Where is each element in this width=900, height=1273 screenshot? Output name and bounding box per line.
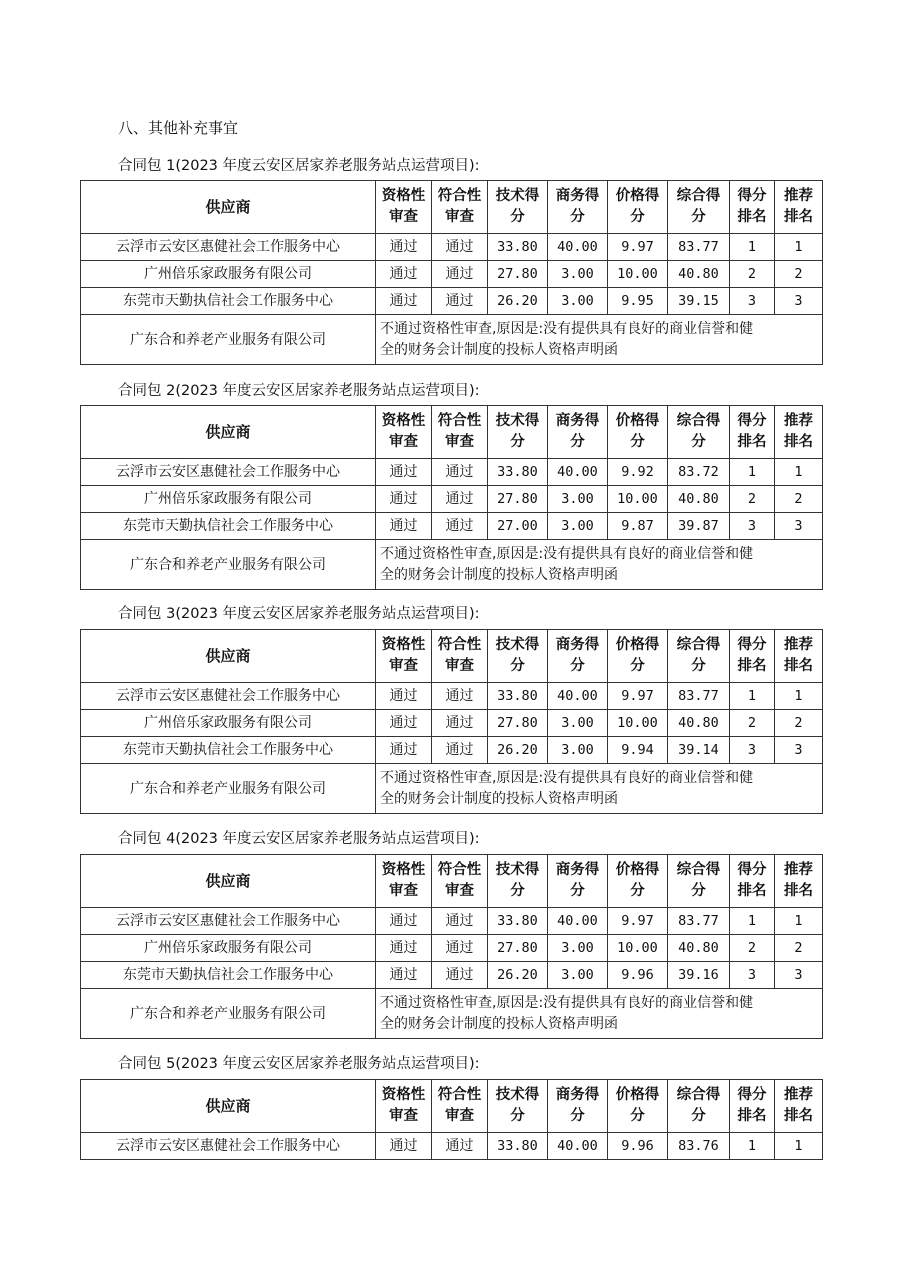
header-line: 排名: [784, 434, 813, 450]
rank-cell: 2: [730, 710, 775, 737]
rec-cell: 2: [775, 935, 823, 962]
failure-reason-line: 全的财务会计制度的投标人资格声明函: [380, 341, 618, 358]
header-line: 排名: [737, 209, 767, 225]
header-supplier: 供应商: [81, 630, 376, 683]
header-rank: [730, 855, 775, 908]
tech-cell: 33.80: [488, 683, 548, 710]
biz-cell: 3.00: [548, 962, 608, 989]
table-row: [81, 261, 823, 288]
header-qual: [376, 855, 432, 908]
failure-reason-line: 不通过资格性审查,原因是:没有提供具有良好的商业信誉和健: [380, 545, 754, 562]
header-line: 价格得: [615, 637, 660, 653]
failure-reason: [376, 540, 823, 590]
header-line: 符合性: [437, 637, 482, 653]
header-rec: [775, 181, 823, 234]
rank-cell: 2: [730, 261, 775, 288]
header-total: [668, 181, 730, 234]
rank-cell: 1: [730, 683, 775, 710]
price-cell: 10.00: [608, 935, 668, 962]
score-table: [80, 629, 823, 814]
header-comp: [432, 630, 488, 683]
tech-cell: 33.80: [488, 234, 548, 261]
tech-cell: 33.80: [488, 459, 548, 486]
tech-cell: 27.00: [488, 513, 548, 540]
header-line: 分: [691, 434, 706, 450]
header-line: 商务得: [555, 1087, 600, 1103]
header-supplier: 供应商: [81, 1080, 376, 1133]
score-table: [80, 854, 823, 1039]
header-line: 分: [570, 883, 585, 899]
failure-reason: [376, 989, 823, 1039]
price-cell: 9.97: [608, 908, 668, 935]
header-line: 技术得: [495, 413, 540, 429]
header-line: 排名: [784, 209, 813, 225]
header-price: [608, 1080, 668, 1133]
biz-cell: 40.00: [548, 683, 608, 710]
qual-cell: 通过: [376, 1133, 432, 1160]
supplier-cell: 云浮市云安区惠健社会工作服务中心: [81, 683, 376, 710]
header-line: 得分: [737, 862, 767, 878]
supplier-cell: 云浮市云安区惠健社会工作服务中心: [81, 1133, 376, 1160]
package-caption: 合同包 2(2023 年度云安区居家养老服务站点运营项目):: [118, 383, 480, 399]
rank-cell: 2: [730, 486, 775, 513]
score-table: [80, 1079, 823, 1160]
header-line: 商务得: [555, 637, 600, 653]
header-line: 价格得: [615, 413, 660, 429]
header-tech: [488, 855, 548, 908]
score-table: [80, 405, 823, 590]
table-row: [81, 962, 823, 989]
header-line: 审查: [389, 883, 418, 899]
total-cell: 40.80: [668, 935, 730, 962]
rec-cell: 2: [775, 710, 823, 737]
total-cell: 39.15: [668, 288, 730, 315]
header-line: 技术得: [495, 188, 540, 204]
package-caption: 合同包 3(2023 年度云安区居家养老服务站点运营项目):: [118, 606, 480, 622]
comp-cell: 通过: [432, 459, 488, 486]
failed-supplier-cell: 广东合和养老产业服务有限公司: [81, 764, 376, 814]
biz-cell: 40.00: [548, 1133, 608, 1160]
header-line: 资格性: [381, 188, 426, 204]
header-biz: [548, 1080, 608, 1133]
rank-cell: 2: [730, 935, 775, 962]
header-tech: [488, 181, 548, 234]
header-line: 推荐: [784, 637, 813, 653]
header-line: 审查: [445, 658, 474, 674]
header-tech: [488, 406, 548, 459]
header-tech: [488, 630, 548, 683]
header-line: 符合性: [437, 862, 482, 878]
package-caption: 合同包 4(2023 年度云安区居家养老服务站点运营项目):: [118, 831, 480, 847]
header-line: 技术得: [495, 1087, 540, 1103]
table-header-row: [81, 181, 823, 234]
qual-cell: 通过: [376, 710, 432, 737]
price-cell: 9.96: [608, 1133, 668, 1160]
qual-cell: 通过: [376, 935, 432, 962]
rank-cell: 3: [730, 288, 775, 315]
header-line: 得分: [737, 413, 767, 429]
header-line: 符合性: [437, 413, 482, 429]
header-comp: [432, 1080, 488, 1133]
header-line: 商务得: [555, 862, 600, 878]
rec-cell: 3: [775, 288, 823, 315]
header-qual: [376, 630, 432, 683]
header-line: 分: [630, 883, 645, 899]
qual-cell: 通过: [376, 234, 432, 261]
total-cell: 39.16: [668, 962, 730, 989]
tech-cell: 27.80: [488, 935, 548, 962]
header-biz: [548, 630, 608, 683]
biz-cell: 3.00: [548, 288, 608, 315]
header-line: 得分: [737, 637, 767, 653]
header-line: 综合得: [676, 188, 721, 204]
failed-row: [81, 989, 823, 1039]
supplier-cell: 广州倍乐家政服务有限公司: [81, 710, 376, 737]
supplier-cell: 广州倍乐家政服务有限公司: [81, 486, 376, 513]
table-header-row: [81, 406, 823, 459]
header-line: 综合得: [676, 1087, 721, 1103]
qual-cell: 通过: [376, 908, 432, 935]
price-cell: 10.00: [608, 486, 668, 513]
header-price: [608, 406, 668, 459]
header-line: 审查: [445, 883, 474, 899]
header-line: 审查: [389, 209, 418, 225]
header-line: 分: [510, 658, 525, 674]
biz-cell: 40.00: [548, 908, 608, 935]
header-qual: [376, 1080, 432, 1133]
package-caption: 合同包 5(2023 年度云安区居家养老服务站点运营项目):: [118, 1056, 480, 1072]
header-line: 排名: [737, 434, 767, 450]
header-line: 商务得: [555, 413, 600, 429]
header-line: 推荐: [784, 413, 813, 429]
header-line: 得分: [737, 1087, 767, 1103]
table-header-row: [81, 630, 823, 683]
header-line: 推荐: [784, 188, 813, 204]
header-rec: [775, 406, 823, 459]
header-biz: [548, 181, 608, 234]
header-total: [668, 630, 730, 683]
header-line: 审查: [389, 1108, 418, 1124]
biz-cell: 3.00: [548, 710, 608, 737]
header-line: 资格性: [381, 862, 426, 878]
total-cell: 83.77: [668, 234, 730, 261]
total-cell: 40.80: [668, 710, 730, 737]
price-cell: 10.00: [608, 261, 668, 288]
header-line: 技术得: [495, 637, 540, 653]
failed-supplier-cell: 广东合和养老产业服务有限公司: [81, 989, 376, 1039]
tech-cell: 26.20: [488, 288, 548, 315]
header-line: 商务得: [555, 188, 600, 204]
rec-cell: 1: [775, 234, 823, 261]
header-supplier: 供应商: [81, 181, 376, 234]
header-price: [608, 181, 668, 234]
header-line: 排名: [737, 658, 767, 674]
failure-reason-line: 不通过资格性审查,原因是:没有提供具有良好的商业信誉和健: [380, 320, 754, 337]
header-line: 分: [691, 209, 706, 225]
total-cell: 39.14: [668, 737, 730, 764]
supplier-cell: 广州倍乐家政服务有限公司: [81, 935, 376, 962]
header-line: 分: [691, 883, 706, 899]
qual-cell: 通过: [376, 683, 432, 710]
header-line: 符合性: [437, 188, 482, 204]
rec-cell: 2: [775, 261, 823, 288]
table-row: [81, 908, 823, 935]
failure-reason-line: 不通过资格性审查,原因是:没有提供具有良好的商业信誉和健: [380, 769, 754, 786]
biz-cell: 40.00: [548, 459, 608, 486]
header-line: 排名: [737, 1108, 767, 1124]
qual-cell: 通过: [376, 486, 432, 513]
header-line: 排名: [784, 883, 813, 899]
header-line: 技术得: [495, 862, 540, 878]
header-line: 综合得: [676, 637, 721, 653]
failed-supplier-cell: 广东合和养老产业服务有限公司: [81, 540, 376, 590]
supplier-cell: 东莞市天勤执信社会工作服务中心: [81, 737, 376, 764]
biz-cell: 3.00: [548, 513, 608, 540]
comp-cell: 通过: [432, 683, 488, 710]
comp-cell: 通过: [432, 261, 488, 288]
biz-cell: 40.00: [548, 234, 608, 261]
qual-cell: 通过: [376, 459, 432, 486]
rec-cell: 1: [775, 683, 823, 710]
header-price: [608, 630, 668, 683]
tech-cell: 26.20: [488, 962, 548, 989]
table-header-row: [81, 1080, 823, 1133]
header-line: 价格得: [615, 188, 660, 204]
biz-cell: 3.00: [548, 486, 608, 513]
header-total: [668, 1080, 730, 1133]
rec-cell: 2: [775, 486, 823, 513]
qual-cell: 通过: [376, 513, 432, 540]
header-line: 分: [691, 658, 706, 674]
rank-cell: 1: [730, 1133, 775, 1160]
table-row: [81, 288, 823, 315]
price-cell: 9.97: [608, 234, 668, 261]
table-row: [81, 737, 823, 764]
total-cell: 39.87: [668, 513, 730, 540]
total-cell: 40.80: [668, 261, 730, 288]
comp-cell: 通过: [432, 486, 488, 513]
header-qual: [376, 406, 432, 459]
failure-reason: [376, 315, 823, 365]
supplier-cell: 云浮市云安区惠健社会工作服务中心: [81, 459, 376, 486]
header-supplier: 供应商: [81, 406, 376, 459]
header-line: 分: [630, 1108, 645, 1124]
header-supplier: 供应商: [81, 855, 376, 908]
header-line: 分: [570, 434, 585, 450]
rank-cell: 3: [730, 513, 775, 540]
header-biz: [548, 855, 608, 908]
rank-cell: 3: [730, 962, 775, 989]
biz-cell: 3.00: [548, 935, 608, 962]
table-row: [81, 710, 823, 737]
header-total: [668, 855, 730, 908]
header-total: [668, 406, 730, 459]
header-line: 审查: [389, 434, 418, 450]
tech-cell: 26.20: [488, 737, 548, 764]
header-line: 排名: [784, 1108, 813, 1124]
header-line: 资格性: [381, 413, 426, 429]
table-row: [81, 935, 823, 962]
price-cell: 9.95: [608, 288, 668, 315]
table-row: [81, 486, 823, 513]
header-line: 资格性: [381, 1087, 426, 1103]
header-line: 分: [570, 658, 585, 674]
price-cell: 9.97: [608, 683, 668, 710]
header-line: 分: [630, 209, 645, 225]
comp-cell: 通过: [432, 710, 488, 737]
failure-reason-line: 全的财务会计制度的投标人资格声明函: [380, 566, 618, 583]
header-line: 审查: [445, 1108, 474, 1124]
rank-cell: 1: [730, 459, 775, 486]
supplier-cell: 云浮市云安区惠健社会工作服务中心: [81, 908, 376, 935]
header-rank: [730, 181, 775, 234]
comp-cell: 通过: [432, 962, 488, 989]
header-line: 推荐: [784, 862, 813, 878]
comp-cell: 通过: [432, 288, 488, 315]
header-line: 审查: [445, 209, 474, 225]
header-rec: [775, 855, 823, 908]
header-line: 审查: [389, 658, 418, 674]
failure-reason-line: 不通过资格性审查,原因是:没有提供具有良好的商业信誉和健: [380, 994, 754, 1011]
header-line: 综合得: [676, 862, 721, 878]
table-header-row: [81, 855, 823, 908]
comp-cell: 通过: [432, 1133, 488, 1160]
header-line: 审查: [445, 434, 474, 450]
rank-cell: 3: [730, 737, 775, 764]
table-row: [81, 1133, 823, 1160]
price-cell: 9.96: [608, 962, 668, 989]
qual-cell: 通过: [376, 261, 432, 288]
header-line: 价格得: [615, 862, 660, 878]
tech-cell: 27.80: [488, 710, 548, 737]
header-line: 综合得: [676, 413, 721, 429]
qual-cell: 通过: [376, 288, 432, 315]
header-qual: [376, 181, 432, 234]
tech-cell: 33.80: [488, 908, 548, 935]
failed-row: [81, 764, 823, 814]
table-row: [81, 683, 823, 710]
rec-cell: 3: [775, 513, 823, 540]
supplier-cell: 东莞市天勤执信社会工作服务中心: [81, 513, 376, 540]
supplier-cell: 东莞市天勤执信社会工作服务中心: [81, 288, 376, 315]
header-rank: [730, 1080, 775, 1133]
header-line: 得分: [737, 188, 767, 204]
header-tech: [488, 1080, 548, 1133]
header-line: 排名: [784, 658, 813, 674]
package-caption: 合同包 1(2023 年度云安区居家养老服务站点运营项目):: [118, 158, 480, 174]
qual-cell: 通过: [376, 737, 432, 764]
rec-cell: 3: [775, 962, 823, 989]
rec-cell: 3: [775, 737, 823, 764]
price-cell: 10.00: [608, 710, 668, 737]
price-cell: 9.92: [608, 459, 668, 486]
rank-cell: 1: [730, 234, 775, 261]
header-line: 分: [570, 1108, 585, 1124]
header-line: 分: [630, 658, 645, 674]
biz-cell: 3.00: [548, 737, 608, 764]
tech-cell: 27.80: [488, 261, 548, 288]
table-row: [81, 459, 823, 486]
failed-supplier-cell: 广东合和养老产业服务有限公司: [81, 315, 376, 365]
header-comp: [432, 855, 488, 908]
header-rec: [775, 1080, 823, 1133]
section-title: 八、其他补充事宜: [118, 119, 239, 137]
supplier-cell: 广州倍乐家政服务有限公司: [81, 261, 376, 288]
comp-cell: 通过: [432, 513, 488, 540]
total-cell: 83.76: [668, 1133, 730, 1160]
header-rank: [730, 630, 775, 683]
header-price: [608, 855, 668, 908]
header-line: 分: [691, 1108, 706, 1124]
header-line: 资格性: [381, 637, 426, 653]
total-cell: 83.72: [668, 459, 730, 486]
header-biz: [548, 406, 608, 459]
total-cell: 40.80: [668, 486, 730, 513]
rank-cell: 1: [730, 908, 775, 935]
price-cell: 9.94: [608, 737, 668, 764]
total-cell: 83.77: [668, 908, 730, 935]
failed-row: [81, 540, 823, 590]
table-row: [81, 513, 823, 540]
failure-reason-line: 全的财务会计制度的投标人资格声明函: [380, 790, 618, 807]
supplier-cell: 云浮市云安区惠健社会工作服务中心: [81, 234, 376, 261]
header-line: 分: [570, 209, 585, 225]
comp-cell: 通过: [432, 935, 488, 962]
supplier-cell: 东莞市天勤执信社会工作服务中心: [81, 962, 376, 989]
qual-cell: 通过: [376, 962, 432, 989]
header-rec: [775, 630, 823, 683]
comp-cell: 通过: [432, 737, 488, 764]
header-line: 分: [510, 434, 525, 450]
header-line: 分: [510, 1108, 525, 1124]
tech-cell: 33.80: [488, 1133, 548, 1160]
header-line: 分: [510, 209, 525, 225]
header-line: 价格得: [615, 1087, 660, 1103]
failure-reason: [376, 764, 823, 814]
header-comp: [432, 406, 488, 459]
table-row: [81, 234, 823, 261]
comp-cell: 通过: [432, 908, 488, 935]
header-line: 分: [630, 434, 645, 450]
price-cell: 9.87: [608, 513, 668, 540]
tech-cell: 27.80: [488, 486, 548, 513]
failure-reason-line: 全的财务会计制度的投标人资格声明函: [380, 1015, 618, 1032]
rec-cell: 1: [775, 459, 823, 486]
score-table: [80, 180, 823, 365]
rec-cell: 1: [775, 908, 823, 935]
biz-cell: 3.00: [548, 261, 608, 288]
total-cell: 83.77: [668, 683, 730, 710]
header-line: 排名: [737, 883, 767, 899]
header-comp: [432, 181, 488, 234]
header-line: 分: [510, 883, 525, 899]
header-line: 推荐: [784, 1087, 813, 1103]
rec-cell: 1: [775, 1133, 823, 1160]
header-rank: [730, 406, 775, 459]
comp-cell: 通过: [432, 234, 488, 261]
failed-row: [81, 315, 823, 365]
header-line: 符合性: [437, 1087, 482, 1103]
